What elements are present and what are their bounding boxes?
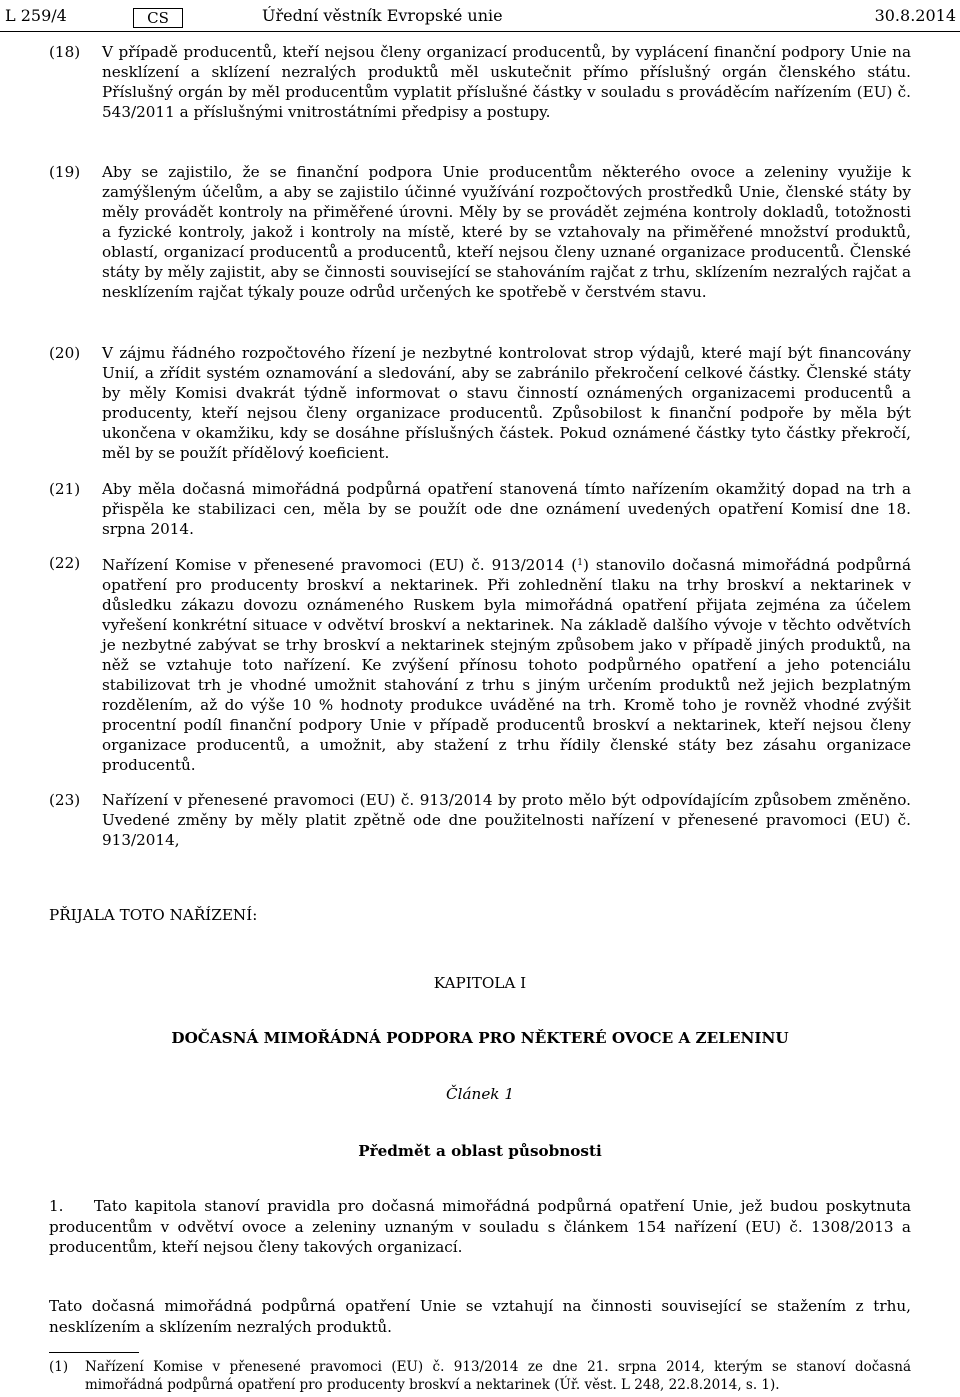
language-badge: CS [133, 8, 183, 28]
recital-text-part: ) stanovilo dočasná mimořádná podpůrná opatření pro producenty broskví a nektarinek. Při zohlednění tlaku na trhy broskví a nektarinek v důsledku zákazu dovozu oznámeného Ruskem byla mimořádná opatření přijata zejména za účelem vyřešení konkrétní situace v odvětví broskví a nektarinek. Na základě dalšího vývoje v těchto odvětvích je nezbytné zabývat se trhy broskví a nektarinek stejným způsobem jako v případě jiných produktů, na něž se vztahuje toto nařízení. Ke zvýšení přínosu tohoto podpůrného opatření a jeho potenciálu stabilizovat trh je vhodné umožnit stahování z trhu s jiným určením produktů než jejich bezplatným rozdělením, až do výše 10 % hodnoty produkce uváděné na trh. Kromě toho je rovněž vhodné zvýšit procentní podíl finanční podpory Unie v případě producentů broskví a nektarinek, kteří nejsou členy organizace producentů, a umožnit, aby stažení z trhu řídily členské státy bez zásahu organizace producentů. [102, 556, 911, 774]
recital-18 [49, 42, 911, 122]
recital-text-part: Nařízení Komise v přenesené pravomoci (EU) č. 913/2014 ( [102, 556, 578, 574]
chapter-heading: KAPITOLA I [433, 974, 527, 992]
recital-21 [49, 479, 911, 539]
recital-text [102, 553, 911, 775]
page-reference: L 259/4 [5, 6, 67, 25]
footnote-rule [49, 1352, 139, 1353]
recital-number: (19) [49, 163, 81, 181]
footnote-text: Nařízení Komise v přenesené pravomoci (EU) č. 913/2014 ze dne 21. srpna 2014, kterým se stanoví dočasná mimořádná podpůrná opatření pro producenty broskví a nektarinek (Úř. věst. L 248, 22.8.2014, s. 1). [85, 1359, 911, 1393]
footnote-mark: (1) [49, 1359, 69, 1375]
recital-text: Aby se zajistilo, že se finanční podpora Unie producentům některého ovoce a zeleniny využije k zamýšleným účelům, a aby se zajistilo účinné využívání rozpočtových prostředků Unie, členské státy by měly provádět kontroly na přiměřené úrovni. Měly by se provádět zejména kontroly dokladů, totožnosti a fyzické kontroly, jakož i kontroly na místě, které by se vztahovaly na přiměřené množství produktů, oblastí, organizací producentů a producentů, kteří nejsou členy uznané organizace producentů. Členské státy by měly zajistit, aby se činnosti související se stahováním rajčat z trhu, sklízením nezralých rajčat a nesklízením rajčat týkaly pouze odrůd určených ke spotřebě v čerstvém stavu. [102, 163, 911, 301]
recital-text: V zájmu řádného rozpočtového řízení je nezbytné kontrolovat strop výdajů, které mají být financovány Unií, a zřídit systém oznamování a sledování, aby se zabránilo překročení celkové částky. Členské státy by měly Komisi dvakrát týdně informovat o stavu činností oznámených organizacemi producentů a producenty, kteří nejsou členy organizace producentů. Způsobilost k finanční podpoře by měla být ukončena v okamžiku, kdy se dosáhne příslušných částek. Pokud oznámené částky tyto částky překročí, měl by se použít přídělový koeficient. [102, 344, 911, 462]
article-paragraph-2: Tato dočasná mimořádná podpůrná opatření Unie se vztahují na činnosti související se stažením z trhu, nesklízením a sklízením nezralých produktů. [49, 1297, 911, 1336]
recital-20 [49, 343, 911, 463]
journal-title: Úřední věstník Evropské unie [262, 6, 503, 25]
chapter-title: DOČASNÁ MIMOŘÁDNÁ PODPORA PRO NĚKTERÉ OVOCE A ZELENINU [171, 1029, 789, 1047]
header-rule [0, 31, 960, 32]
recital-number: (21) [49, 480, 81, 498]
footnote-reference[interactable]: 1 [577, 558, 583, 568]
recital-number: (18) [49, 43, 81, 61]
recital-number: (22) [49, 554, 81, 572]
recital-number: (23) [49, 791, 81, 809]
recital-22 [49, 553, 911, 775]
footnote [49, 1358, 911, 1394]
article-paragraph-1: 1. Tato kapitola stanoví pravidla pro dočasná mimořádná podpůrná opatření Unie, jež budou poskytnuta producentům v odvětví ovoce a zeleniny uznaným v souladu s článkem 154 nařízení (EU) č. 1308/2013 a producentům, kteří nejsou členy takových organizací. [49, 1197, 911, 1256]
adoption-formula: PŘIJALA TOTO NAŘÍZENÍ: [49, 906, 258, 924]
recital-number: (20) [49, 344, 81, 362]
recital-19 [49, 162, 911, 302]
article-heading: Článek 1 [446, 1085, 514, 1103]
recital-text: V případě producentů, kteří nejsou členy organizací producentů, by vyplácení finanční podpory Unie na nesklízení a sklízení nezralých produktů měl uskutečnit přímo příslušný orgán členského státu. Příslušný orgán by měl producentům vyplatit příslušné částky v souladu s prováděcím nařízením (EU) č. 543/2011 a příslušnými vnitrostátními předpisy a postupy. [102, 43, 911, 121]
publication-date: 30.8.2014 [874, 6, 956, 25]
article-title: Předmět a oblast působnosti [358, 1142, 602, 1160]
recital-text: Aby měla dočasná mimořádná podpůrná opatření stanovená tímto nařízením okamžitý dopad na trh a přispěla ke stabilizaci cen, měla by se použít ode dne oznámení uvedených opatření Komisí dne 18. srpna 2014. [102, 480, 911, 538]
recital-text: Nařízení v přenesené pravomoci (EU) č. 913/2014 by proto mělo být odpovídajícím způsobem změněno. Uvedené změny by měly platit zpětně ode dne použitelnosti nařízení v přenesené pravomoci (EU) č. 913/2014, [102, 791, 911, 849]
page-header [0, 4, 960, 28]
recital-23 [49, 790, 911, 850]
